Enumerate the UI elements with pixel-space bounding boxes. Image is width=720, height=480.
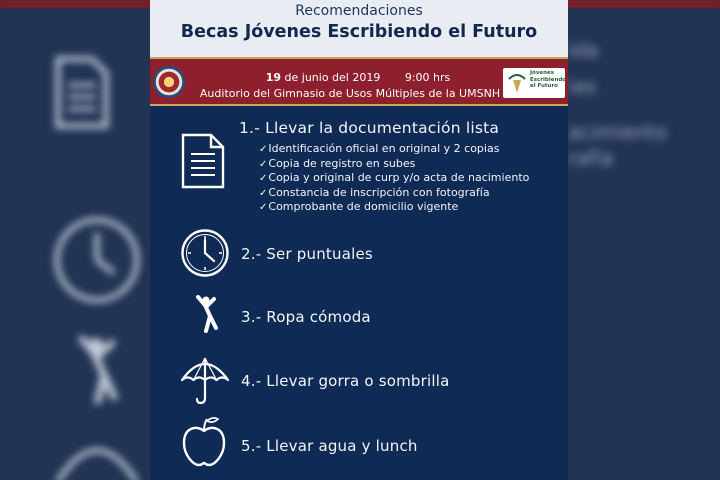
- recommendation-3-label: 3.- Ropa cómoda: [241, 308, 371, 326]
- gold-divider: [150, 57, 568, 59]
- apple-icon: [180, 415, 228, 467]
- background-blurred-text: ias: [568, 74, 597, 98]
- poster-title: Becas Jóvenes Escribiendo el Futuro: [180, 22, 538, 42]
- stretching-person-icon: [74, 335, 124, 405]
- partner-logo-line: Jóvenes: [530, 70, 555, 76]
- partner-logo-line: el Futuro: [530, 83, 558, 89]
- recommendation-1-label: 1.- Llevar la documentación lista: [239, 119, 500, 137]
- umbrella-icon: [179, 354, 231, 406]
- poster-subtitle: Recomendaciones: [295, 3, 423, 19]
- clock-icon: [180, 228, 230, 278]
- poster-header: [150, 0, 568, 57]
- requirement-item: ✓ Comprobante de domicilio vigente: [259, 200, 529, 215]
- stretching-person-icon: [194, 295, 220, 333]
- requirement-item: ✓ Copia de registro en subes: [259, 157, 529, 172]
- recommendation-5-label: 5.- Llevar agua y lunch: [241, 437, 418, 455]
- partner-logo-text: [530, 70, 565, 90]
- background-blurred-text: acimiento: [568, 120, 667, 144]
- partner-logo: [503, 68, 565, 98]
- background-blurred-text: rafía: [568, 146, 614, 170]
- event-venue: Auditorio del Gimnasio de Usos Múltiples de la UMSNH: [199, 87, 501, 100]
- recommendation-2-label: 2.- Ser puntuales: [241, 245, 373, 263]
- pen-nib-icon: [506, 71, 528, 95]
- requirement-item: ✓ Identificación oficial en original y 2 copias: [259, 142, 529, 157]
- poster: [150, 0, 568, 480]
- gold-divider: [150, 104, 568, 106]
- event-info-bar: [150, 57, 568, 106]
- requirement-item: ✓ Constancia de inscripción con fotografía: [259, 186, 529, 201]
- recommendation-4-label: 4.- Llevar gorra o sombrilla: [241, 372, 450, 390]
- requirements-list: [259, 142, 529, 215]
- event-day: 19: [265, 71, 282, 84]
- document-icon: [180, 132, 226, 190]
- umbrella-icon: [52, 438, 142, 480]
- partner-logo-line: Escribiendo: [530, 76, 567, 83]
- clock-icon: [52, 215, 142, 305]
- document-icon: [52, 55, 112, 130]
- requirement-item: ✓ Copia y original de curp y/o acta de nacimiento: [259, 171, 529, 186]
- university-seal-logo: [153, 66, 185, 98]
- event-date-time: [198, 71, 518, 84]
- event-date: de junio del 2019: [284, 71, 381, 84]
- background-blurred-text: ida: [568, 38, 599, 62]
- event-time: 9:00 hrs: [404, 71, 451, 84]
